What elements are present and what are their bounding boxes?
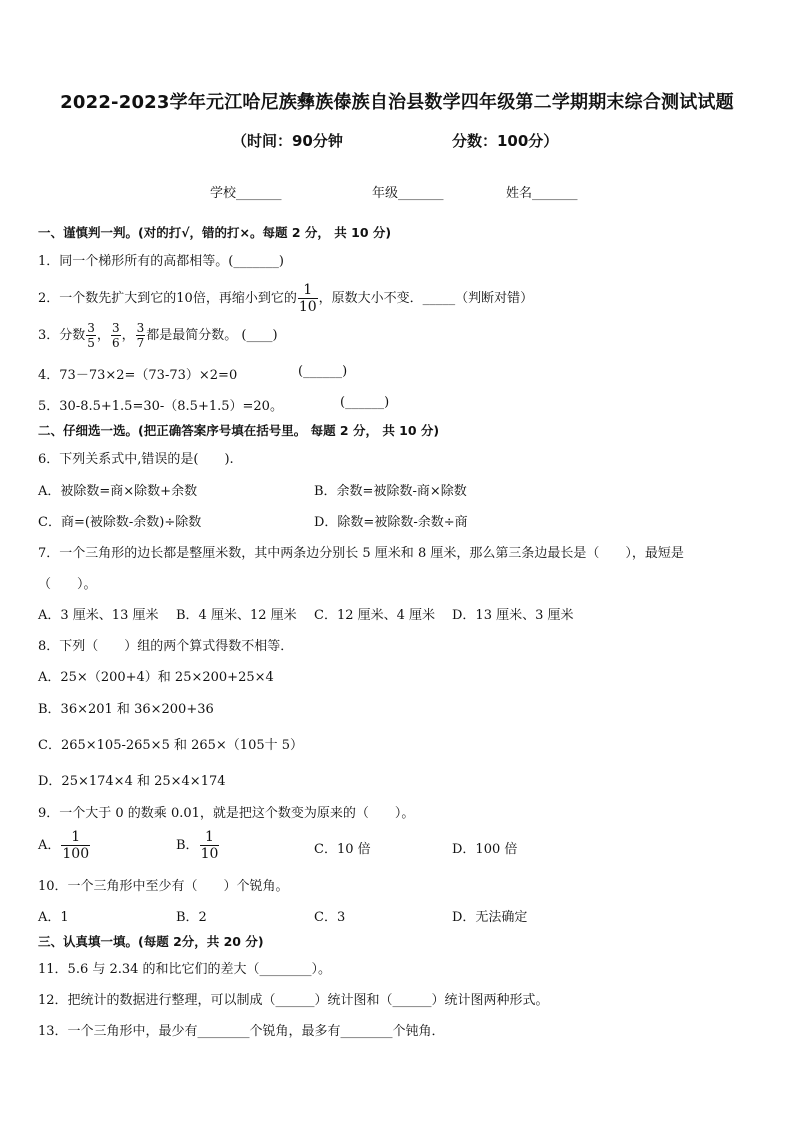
question-7-option-b: B．4 厘米、12 厘米 <box>176 608 297 623</box>
question-3 <box>38 322 278 349</box>
question-13: 13．一个三角形中，最少有________个锐角，最多有________个钝角． <box>38 1024 445 1039</box>
fraction-denominator: 5 <box>87 336 95 350</box>
fraction-denominator: 10 <box>200 846 219 862</box>
question-9-option-b <box>176 830 220 861</box>
question-2-post: ，原数大小不变．_____（判断对错） <box>318 291 534 306</box>
question-1: 1．同一个梯形所有的高都相等。(_______) <box>38 254 284 269</box>
fraction-denominator: 10 <box>298 299 317 315</box>
school-field: 学校_______ <box>210 186 282 201</box>
fraction-numerator: 3 <box>136 321 145 335</box>
question-5-blank: (______) <box>340 395 390 410</box>
question-9: 9．一个大于 0 的数乘 0.01，就是把这个数变为原来的（ ）。 <box>38 806 415 821</box>
name-field: 姓名_______ <box>506 186 578 201</box>
option-label: B． <box>176 838 199 853</box>
question-7-option-c: C．12 厘米、4 厘米 <box>314 608 436 623</box>
question-4: 4．73－73×2=（73-73）×2=0 <box>38 368 238 383</box>
question-9-option-d: D．100 倍 <box>452 842 518 857</box>
fraction-3-6 <box>111 322 121 349</box>
fraction-1-100 <box>61 830 90 861</box>
question-8-option-b: B．36×201 和 36×200+36 <box>38 702 214 717</box>
exam-time: （时间：90分钟 <box>232 132 343 150</box>
separator: ， <box>96 328 110 343</box>
question-5: 5．30-8.5+1.5=30-（8.5+1.5）=20。 <box>38 399 283 414</box>
separator: ， <box>121 328 135 343</box>
question-7-line-1: 7．一个三角形的边长都是整厘米数，其中两条边分别长 5 厘米和 8 厘米，那么第三条边最长是（ ），最短是 <box>38 546 684 561</box>
fraction-denominator: 7 <box>136 336 145 350</box>
exam-title: 2022-2023学年元江哈尼族彝族傣族自治县数学四年级第二学期期末综合测试试题 <box>60 92 734 113</box>
section-1-heading: 一、谨慎判一判。(对的打√，错的打×。每题 2 分， 共 10 分) <box>38 225 392 240</box>
question-6: 6．下列关系式中,错误的是( ). <box>38 452 234 467</box>
question-7-option-a: A．3 厘米、13 厘米 <box>38 608 159 623</box>
question-9-option-a <box>38 830 91 861</box>
question-9-option-c: C．10 倍 <box>314 842 371 857</box>
question-8-option-d: D．25×174×4 和 25×4×174 <box>38 774 226 789</box>
question-8-option-a: A．25×（200+4）和 25×200+25×4 <box>38 670 274 685</box>
section-3-heading: 三、认真填一填。(每题 2分，共 20 分) <box>38 934 264 949</box>
question-8-option-c: C．265×105-265×5 和 265×（105十 5） <box>38 738 304 753</box>
question-10: 10．一个三角形中至少有（ ）个锐角。 <box>38 879 289 894</box>
question-7-line-2: （ ）。 <box>38 577 97 592</box>
section-2-heading: 二、仔细选一选。(把正确答案序号填在括号里。 每题 2 分， 共 10 分) <box>38 423 440 438</box>
question-6-option-b: B．余数=被除数-商×除数 <box>314 484 467 499</box>
grade-field: 年级_______ <box>372 186 444 201</box>
question-10-option-d: D．无法确定 <box>452 910 528 925</box>
exam-score: 分数：100分） <box>452 132 559 150</box>
fraction-1-10 <box>200 830 220 861</box>
fraction-3-7 <box>136 322 146 349</box>
fraction-numerator: 1 <box>303 282 313 298</box>
fraction-numerator: 3 <box>111 321 120 335</box>
question-7-option-d: D．13 厘米、3 厘米 <box>452 608 574 623</box>
question-6-option-a: A．被除数=商×除数+余数 <box>38 484 198 499</box>
fraction-denominator: 100 <box>62 846 90 862</box>
question-2 <box>38 283 533 314</box>
question-8: 8．下列（ ）组的两个算式得数不相等． <box>38 639 294 654</box>
question-10-option-c: C．3 <box>314 910 346 925</box>
question-10-option-a: A．1 <box>38 910 69 925</box>
question-2-pre: 2．一个数先扩大到它的10倍，再缩小到它的 <box>38 291 297 306</box>
question-6-option-c: C．商=(被除数-余数)÷除数 <box>38 515 202 530</box>
fraction-denominator: 6 <box>111 336 120 350</box>
option-label: A． <box>38 838 61 853</box>
fraction-numerator: 1 <box>205 829 214 845</box>
question-6-option-d: D．除数=被除数-余数÷商 <box>314 515 468 530</box>
question-3-pre: 3．分数 <box>38 328 86 343</box>
fraction-numerator: 1 <box>71 829 81 845</box>
question-11: 11．5.6 与 2.34 的和比它们的差大（________）。 <box>38 962 332 977</box>
question-3-post: 都是最简分数。 (____) <box>146 328 278 343</box>
fraction-numerator: 3 <box>87 321 95 335</box>
fraction-1-10 <box>298 283 318 314</box>
fraction-3-5 <box>86 322 96 349</box>
question-10-option-b: B．2 <box>176 910 207 925</box>
question-12: 12．把统计的数据进行整理，可以制成（______）统计图和（______）统计图两种形式。 <box>38 993 549 1008</box>
question-4-blank: (______) <box>298 364 348 379</box>
